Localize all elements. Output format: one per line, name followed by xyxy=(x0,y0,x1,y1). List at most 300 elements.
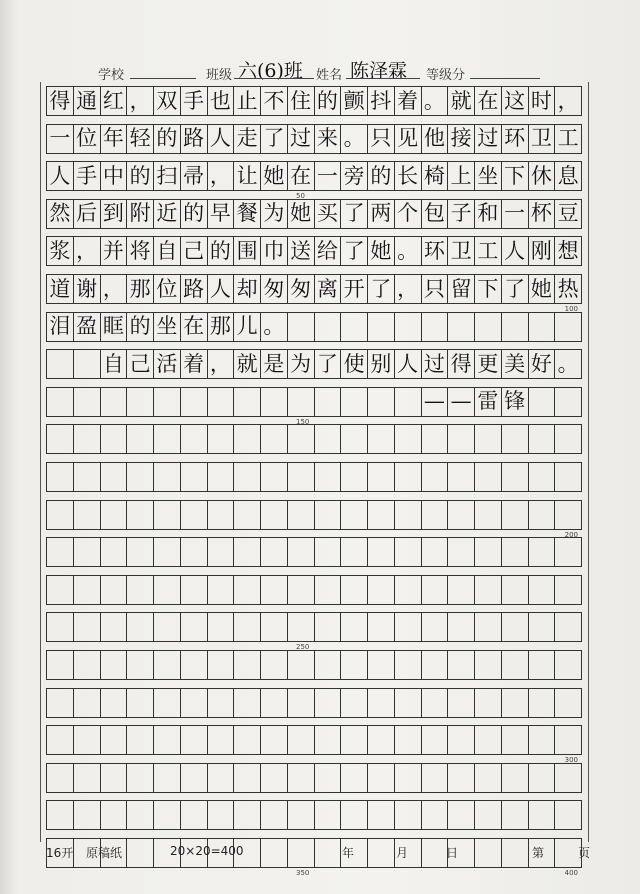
grid-cell: 人 xyxy=(502,236,529,266)
grid-row xyxy=(46,86,582,116)
grid-cell xyxy=(422,500,449,530)
grid-cell: 旁 xyxy=(341,161,368,191)
grid-cell: 近 xyxy=(154,199,181,229)
grid-cell: 子 xyxy=(448,199,475,229)
footer-type: 原稿纸 xyxy=(86,846,123,860)
grid-cell xyxy=(555,537,582,567)
grid-cell xyxy=(555,612,582,642)
grid-cell xyxy=(448,424,475,454)
grid-cell xyxy=(288,500,315,530)
grid-cell xyxy=(395,763,422,793)
grid-row xyxy=(46,274,582,304)
grid-cell xyxy=(261,725,288,755)
grid-cell: 盈 xyxy=(74,312,101,342)
grid-cell: 一 xyxy=(502,199,529,229)
grid-cell xyxy=(101,424,128,454)
grid-cell xyxy=(502,312,529,342)
grid-cell xyxy=(529,725,556,755)
grid-cell: 在 xyxy=(475,86,502,116)
grid-cell: 位 xyxy=(154,274,181,304)
grid-cell xyxy=(261,650,288,680)
grid-cell xyxy=(315,800,342,830)
grid-row xyxy=(46,124,582,154)
grid-cell: 。 xyxy=(422,86,449,116)
grid-cell: 在 xyxy=(288,161,315,191)
grid-cell xyxy=(555,725,582,755)
grid-row xyxy=(46,161,582,191)
word-count-marker: 50 xyxy=(296,192,305,201)
grid-row xyxy=(46,763,582,793)
grid-cell: 通 xyxy=(74,86,101,116)
grid-cell: 下 xyxy=(475,274,502,304)
grid-cell xyxy=(181,725,208,755)
word-count-marker: 300 xyxy=(564,756,578,765)
grid-cell xyxy=(234,575,261,605)
grid-cell xyxy=(46,725,74,755)
grid-cell xyxy=(234,424,261,454)
grid-cell xyxy=(154,650,181,680)
grid-cell xyxy=(555,387,582,417)
grid-cell xyxy=(502,537,529,567)
grid-cell xyxy=(315,763,342,793)
grid-cell xyxy=(154,763,181,793)
grid-cell: 为 xyxy=(288,349,315,379)
grid-cell: 儿 xyxy=(234,312,261,342)
grid-cell: 到 xyxy=(101,199,128,229)
grid-cell: 想 xyxy=(555,236,582,266)
grid-cell xyxy=(261,387,288,417)
grid-cell xyxy=(502,424,529,454)
grid-cell xyxy=(529,612,556,642)
grid-cell xyxy=(46,688,74,718)
grid-cell xyxy=(288,424,315,454)
grid-cell: ， xyxy=(208,349,235,379)
grid-cell: 见 xyxy=(395,124,422,154)
grid-cell xyxy=(154,424,181,454)
grid-cell xyxy=(208,725,235,755)
grid-cell: 的 xyxy=(127,161,154,191)
grid-cell xyxy=(127,688,154,718)
grid-cell: 雷 xyxy=(475,387,502,417)
grid-row xyxy=(46,500,582,530)
word-count-marker: 100 xyxy=(564,305,578,313)
grid-cell xyxy=(74,612,101,642)
grid-cell xyxy=(315,462,342,492)
grid-cell xyxy=(261,688,288,718)
grid-cell: 的 xyxy=(208,236,235,266)
grid-cell: 得 xyxy=(46,86,74,116)
grid-cell: 一 xyxy=(315,161,342,191)
grid-cell: 。 xyxy=(341,124,368,154)
grid-cell xyxy=(181,387,208,417)
grid-cell xyxy=(288,650,315,680)
grid-cell: 了 xyxy=(502,274,529,304)
grid-row xyxy=(46,800,582,830)
grid-cell: 并 xyxy=(101,236,128,266)
grid-cell: 杯 xyxy=(529,199,556,229)
grid-cell xyxy=(448,537,475,567)
grid-cell xyxy=(181,612,208,642)
grid-cell xyxy=(502,500,529,530)
grid-cell: 中 xyxy=(101,161,128,191)
grid-cell: 在 xyxy=(181,312,208,342)
grid-row xyxy=(46,236,582,266)
grid-cell: 开 xyxy=(341,274,368,304)
grid-cell: 只 xyxy=(368,124,395,154)
grid-cell: — xyxy=(422,387,449,417)
grid-cell xyxy=(448,312,475,342)
grid-cell: 帚 xyxy=(181,161,208,191)
grid-cell: 息 xyxy=(555,161,582,191)
grid-cell xyxy=(448,650,475,680)
grid-cell xyxy=(261,575,288,605)
grid-cell xyxy=(422,650,449,680)
grid-cell xyxy=(475,650,502,680)
grid-cell: 就 xyxy=(234,349,261,379)
grid-cell: 买 xyxy=(315,199,342,229)
grid-cell xyxy=(475,424,502,454)
grid-cell xyxy=(502,688,529,718)
grid-cell xyxy=(74,725,101,755)
grid-cell: 自 xyxy=(154,236,181,266)
grid-cell: 颤 xyxy=(341,86,368,116)
grid-cell xyxy=(261,612,288,642)
grid-cell xyxy=(288,763,315,793)
grid-cell xyxy=(181,500,208,530)
grid-cell: 年 xyxy=(101,124,128,154)
grid-cell xyxy=(341,500,368,530)
grid-cell xyxy=(555,424,582,454)
class-label: 班级 xyxy=(206,68,233,83)
grid-cell xyxy=(395,462,422,492)
grid-cell xyxy=(395,612,422,642)
grid-cell xyxy=(261,763,288,793)
grid-cell xyxy=(261,800,288,830)
grid-cell xyxy=(395,575,422,605)
grid-cell xyxy=(315,725,342,755)
grid-cell xyxy=(422,725,449,755)
grid-cell: 送 xyxy=(288,236,315,266)
grid-cell xyxy=(46,650,74,680)
grid-cell: 止 xyxy=(234,86,261,116)
grid-cell xyxy=(261,424,288,454)
grid-cell: 附 xyxy=(127,199,154,229)
grid-cell xyxy=(46,575,74,605)
footer-page-prefix: 第 xyxy=(532,846,545,860)
grid-cell xyxy=(288,462,315,492)
school-label: 学校 xyxy=(98,68,125,83)
school-blank xyxy=(130,78,196,79)
grid-cell xyxy=(555,500,582,530)
class-value: 六(6)班 xyxy=(238,60,303,82)
grid-cell xyxy=(208,650,235,680)
grid-cell: 人 xyxy=(46,161,74,191)
grid-cell xyxy=(502,650,529,680)
grid-cell: 着 xyxy=(395,86,422,116)
grid-cell xyxy=(127,500,154,530)
grid-cell xyxy=(234,650,261,680)
grid-cell: 她 xyxy=(288,199,315,229)
grid-cell: 。 xyxy=(555,349,582,379)
grid-cell: 个 xyxy=(395,199,422,229)
grid-cell xyxy=(127,387,154,417)
grid-cell: 卫 xyxy=(529,124,556,154)
grid-cell xyxy=(208,800,235,830)
grid-cell xyxy=(502,725,529,755)
grid-cell xyxy=(529,575,556,605)
name-value: 陈泽霖 xyxy=(350,60,408,82)
grid-cell: 离 xyxy=(315,274,342,304)
grid-cell xyxy=(341,462,368,492)
grid-cell: 卫 xyxy=(448,236,475,266)
grid-cell xyxy=(234,462,261,492)
grid-cell: 后 xyxy=(74,199,101,229)
grid-cell: 的 xyxy=(154,124,181,154)
grid-cell xyxy=(288,537,315,567)
grid-cell xyxy=(74,763,101,793)
grid-cell: 眶 xyxy=(101,312,128,342)
grid-cell: 匆 xyxy=(288,274,315,304)
grid-cell: 为 xyxy=(261,199,288,229)
grid-cell: 锋 xyxy=(502,387,529,417)
grid-cell xyxy=(46,349,74,379)
grid-cell: 浆 xyxy=(46,236,74,266)
grid-cell: 了 xyxy=(261,124,288,154)
grid-cell: 餐 xyxy=(234,199,261,229)
grid-cell xyxy=(234,800,261,830)
grid-cell xyxy=(101,725,128,755)
grid-cell xyxy=(127,612,154,642)
grid-cell xyxy=(422,688,449,718)
grid-cell: 更 xyxy=(475,349,502,379)
grid-cell xyxy=(529,537,556,567)
grid-cell xyxy=(154,537,181,567)
grid-cell: 谢 xyxy=(74,274,101,304)
left-margin-line xyxy=(40,82,41,842)
grid-cell xyxy=(101,462,128,492)
grid-cell xyxy=(288,312,315,342)
grid-cell xyxy=(315,537,342,567)
grid-cell xyxy=(46,500,74,530)
footer-year: 年 xyxy=(342,846,355,860)
grid-cell xyxy=(529,688,556,718)
grid-cell xyxy=(74,349,101,379)
grid-cell xyxy=(529,312,556,342)
grid-cell xyxy=(502,763,529,793)
grid-cell: 匆 xyxy=(261,274,288,304)
grid-cell xyxy=(74,500,101,530)
grid-cell: 过 xyxy=(475,124,502,154)
grid-cell: 扫 xyxy=(154,161,181,191)
grid-cell: 就 xyxy=(448,86,475,116)
grid-cell: 抖 xyxy=(368,86,395,116)
grid-cell xyxy=(101,537,128,567)
grid-cell xyxy=(234,387,261,417)
grid-cell xyxy=(288,612,315,642)
grid-cell xyxy=(127,725,154,755)
grid-cell xyxy=(208,688,235,718)
grid-cell xyxy=(368,575,395,605)
grid-cell: 他 xyxy=(422,124,449,154)
grid-cell: 走 xyxy=(234,124,261,154)
grid-cell xyxy=(368,763,395,793)
grid-row xyxy=(46,424,582,454)
grid-cell xyxy=(315,387,342,417)
grid-cell: 道 xyxy=(46,274,74,304)
grid-cell xyxy=(288,387,315,417)
grid-row xyxy=(46,612,582,642)
grid-cell: 不 xyxy=(261,86,288,116)
grid-cell: ， xyxy=(101,274,128,304)
grid-cell xyxy=(368,612,395,642)
grid-cell: 人 xyxy=(395,349,422,379)
grid-cell: 己 xyxy=(127,349,154,379)
grade-label: 等级分 xyxy=(426,68,466,83)
grid-cell: 泪 xyxy=(46,312,74,342)
grid-cell: ， xyxy=(555,86,582,116)
name-blank xyxy=(346,78,420,79)
grid-cell xyxy=(502,800,529,830)
grid-cell xyxy=(208,462,235,492)
grid-cell xyxy=(127,650,154,680)
grid-cell xyxy=(315,424,342,454)
grid-cell: 然 xyxy=(46,199,74,229)
grid-cell xyxy=(46,424,74,454)
grid-cell xyxy=(181,537,208,567)
grid-cell: 上 xyxy=(448,161,475,191)
grid-cell xyxy=(127,800,154,830)
grid-cell xyxy=(475,462,502,492)
grid-cell xyxy=(74,650,101,680)
footer-month: 月 xyxy=(396,846,409,860)
grid-cell: 过 xyxy=(288,124,315,154)
grid-cell: 位 xyxy=(74,124,101,154)
grid-cell xyxy=(448,688,475,718)
grid-cell xyxy=(475,537,502,567)
grid-cell: 得 xyxy=(448,349,475,379)
grid-cell xyxy=(395,688,422,718)
grid-cell xyxy=(208,763,235,793)
word-count-marker: 350 xyxy=(296,869,310,877)
grid-cell xyxy=(208,424,235,454)
grid-cell: 给 xyxy=(315,236,342,266)
grid-cell: 。 xyxy=(261,312,288,342)
grid-cell: 了 xyxy=(341,236,368,266)
grid-cell xyxy=(502,612,529,642)
grid-cell xyxy=(341,424,368,454)
grid-cell xyxy=(341,763,368,793)
word-count-marker: 200 xyxy=(564,530,578,539)
grid-cell xyxy=(475,312,502,342)
grid-cell: 包 xyxy=(422,199,449,229)
grid-cell xyxy=(368,424,395,454)
grid-cell: 豆 xyxy=(555,199,582,229)
grid-cell: 巾 xyxy=(261,236,288,266)
grid-cell xyxy=(46,387,74,417)
grid-cell: 路 xyxy=(181,124,208,154)
grid-cell: 红 xyxy=(101,86,128,116)
grid-cell xyxy=(74,688,101,718)
grid-cell xyxy=(101,800,128,830)
grid-cell: 住 xyxy=(288,86,315,116)
grid-cell xyxy=(341,650,368,680)
grid-cell: 她 xyxy=(529,274,556,304)
grid-cell xyxy=(288,725,315,755)
grid-cell xyxy=(261,462,288,492)
grid-cell xyxy=(46,612,74,642)
grid-cell xyxy=(475,612,502,642)
grid-cell xyxy=(101,650,128,680)
grid-cell xyxy=(315,500,342,530)
grid-cell xyxy=(555,800,582,830)
grid-cell xyxy=(74,575,101,605)
grid-cell: 工 xyxy=(555,124,582,154)
grid-cell: 人 xyxy=(208,274,235,304)
grid-cell: 来 xyxy=(315,124,342,154)
grid-cell xyxy=(181,688,208,718)
grid-cell xyxy=(181,575,208,605)
grid-cell xyxy=(395,424,422,454)
grid-cell: ， xyxy=(74,236,101,266)
grid-cell xyxy=(288,575,315,605)
grid-cell xyxy=(475,575,502,605)
grid-cell xyxy=(46,800,74,830)
grid-cell: 了 xyxy=(368,274,395,304)
grid-cell: 了 xyxy=(341,199,368,229)
grid-cell xyxy=(181,763,208,793)
grid-cell xyxy=(502,575,529,605)
grid-cell xyxy=(154,387,181,417)
grid-cell: 手 xyxy=(181,86,208,116)
grid-cell xyxy=(475,500,502,530)
grade-blank xyxy=(470,78,540,79)
grid-cell: 自 xyxy=(101,349,128,379)
grid-cell xyxy=(46,462,74,492)
word-count-marker: 250 xyxy=(296,643,310,652)
grid-cell xyxy=(368,500,395,530)
grid-cell xyxy=(341,725,368,755)
grid-cell xyxy=(475,688,502,718)
grid-cell xyxy=(529,800,556,830)
grid-cell xyxy=(555,312,582,342)
grid-cell xyxy=(181,800,208,830)
grid-cell xyxy=(234,500,261,530)
grid-cell xyxy=(288,688,315,718)
grid-cell: 和 xyxy=(475,199,502,229)
grid-cell: 。 xyxy=(395,236,422,266)
grid-cell xyxy=(422,763,449,793)
grid-cell xyxy=(368,650,395,680)
grid-cell xyxy=(208,500,235,530)
grid-cell xyxy=(529,424,556,454)
grid-cell: 热 xyxy=(555,274,582,304)
grid-cell xyxy=(475,725,502,755)
grid-cell: 只 xyxy=(422,274,449,304)
grid-cell xyxy=(208,575,235,605)
grid-cell xyxy=(395,312,422,342)
grid-cell: 这 xyxy=(502,86,529,116)
grid-cell: 休 xyxy=(529,161,556,191)
grid-cell: 那 xyxy=(208,312,235,342)
grid-cell xyxy=(234,725,261,755)
grid-cell xyxy=(234,612,261,642)
grid-cell xyxy=(341,312,368,342)
grid-cell: 的 xyxy=(181,199,208,229)
grid-cell xyxy=(395,800,422,830)
grid-row xyxy=(46,199,582,229)
grid-cell: 的 xyxy=(315,86,342,116)
grid-cell xyxy=(315,688,342,718)
